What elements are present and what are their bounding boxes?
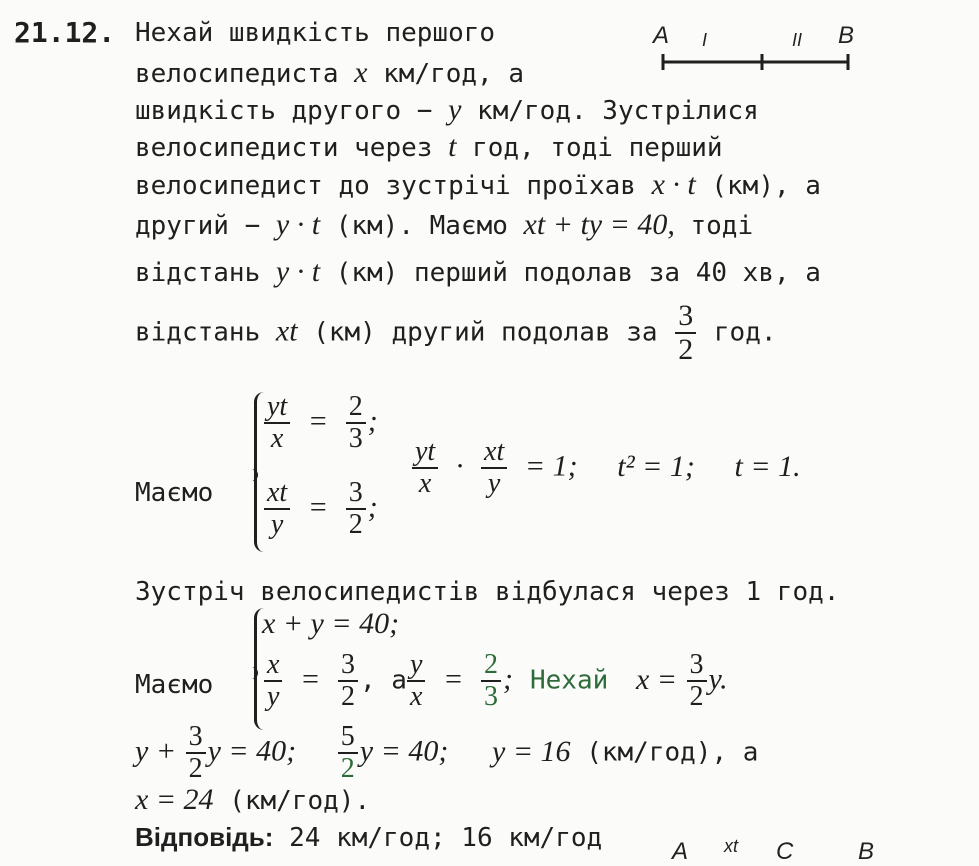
system2-label: Маємо <box>135 670 214 700</box>
solve-line: y + $\frac{3}{2}$ y = 40; $\frac{5}{2}$ y = 40; y = 16 (км/год), а <box>135 721 759 784</box>
problem-number: 21.12. <box>14 16 116 49</box>
text-line-8: відстань xt (км) другий подолав за $\frac{3}{2}$ год. <box>135 299 777 366</box>
system1-label: Маємо <box>135 478 214 508</box>
fraction-3-2: $\frac{3}{2}$ <box>675 300 696 366</box>
system2-eq2: $\frac{x}{y}$ = $\frac{3}{2}$ , а <box>262 650 407 712</box>
point-b-label: B <box>838 22 855 49</box>
text-line-6: другий − y · t (км). Маємо xt + ty = 40, тоді <box>135 208 754 241</box>
text-line-7: відстань y · t (км) перший подолав за 40 хв, а <box>135 255 821 288</box>
segment-i-label: I <box>702 30 708 50</box>
answer-line: Відповідь: 24 км/год; 16 км/год <box>135 822 603 853</box>
bottom-point-a-label: A <box>672 838 689 865</box>
meeting-text: Зустріч велосипедистів відбулася через 1 год. <box>135 577 840 607</box>
system2-eq3: $\frac{y}{x}$ = $\frac{2}{3}$ ; <box>405 650 513 712</box>
system1-eq1: $\frac{yt}{x}$ = $\frac{2}{3}$ ; <box>262 392 378 454</box>
x-value-line: x = 24 (км/год). <box>135 783 371 816</box>
text-line-5: велосипедист до зустрічі проїхав x · t (км), а <box>135 168 821 201</box>
text-line-2: велосипедиста x км/год, а <box>135 56 525 89</box>
text-line-3: швидкість другого − y км/год. Зустрілися <box>135 93 759 126</box>
bottom-xt-label: xt <box>724 836 739 856</box>
system2-let: Нехай x = $\frac{3}{2}$ y. <box>530 649 728 712</box>
text-line-4: велосипедисти через t год, тоді перший <box>135 130 723 163</box>
point-a-label: A <box>653 22 670 49</box>
system2-eq1: x + y = 40; <box>262 607 400 640</box>
text-line-1: Нехай швидкість першого <box>135 18 496 48</box>
system1-eq2: $\frac{xt}{y}$ = $\frac{3}{2}$ ; <box>262 478 378 540</box>
segment-ii-label: II <box>792 30 803 50</box>
bottom-point-c-label: C <box>776 838 794 865</box>
bottom-point-b-label: B <box>858 838 875 865</box>
system1-product: $\frac{yt}{x}$ · $\frac{xt}{y}$ = 1; t² = 1; t = 1. <box>410 437 801 499</box>
